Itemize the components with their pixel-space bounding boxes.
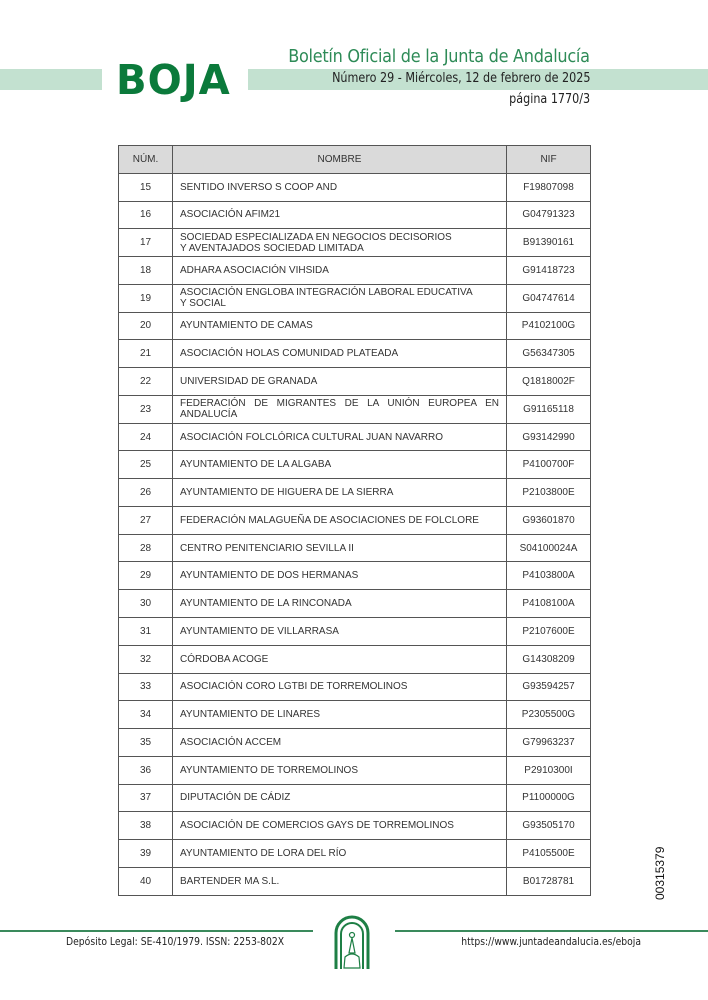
row-name: UNIVERSIDAD DE GRANADA <box>173 368 507 396</box>
row-num: 33 <box>119 673 173 701</box>
row-nif: G56347305 <box>507 340 591 368</box>
row-num: 28 <box>119 534 173 562</box>
bulletin-title: Boletín Oficial de la Junta de Andalucía <box>288 47 590 67</box>
row-name: AYUNTAMIENTO DE LINARES <box>173 701 507 729</box>
row-nif: B91390161 <box>507 229 591 257</box>
table-row <box>119 673 591 701</box>
table-row <box>119 284 591 312</box>
row-nif: S04100024A <box>507 534 591 562</box>
row-nif: P4105500E <box>507 840 591 868</box>
row-nif: P4108100A <box>507 590 591 618</box>
row-nif: P4100700F <box>507 451 591 479</box>
footer-line-right <box>395 930 708 932</box>
boja-logo: BOJA <box>116 56 231 104</box>
row-name: ASOCIACIÓN DE COMERCIOS GAYS DE TORREMOLINOS <box>173 812 507 840</box>
row-num: 19 <box>119 284 173 312</box>
table-row <box>119 368 591 396</box>
table-row <box>119 618 591 646</box>
table-row <box>119 867 591 895</box>
table-row <box>119 812 591 840</box>
table-row <box>119 562 591 590</box>
row-num: 29 <box>119 562 173 590</box>
row-name: AYUNTAMIENTO DE VILLARRASA <box>173 618 507 646</box>
row-num: 22 <box>119 368 173 396</box>
row-num: 15 <box>119 173 173 201</box>
row-nif: G14308209 <box>507 645 591 673</box>
row-name: AYUNTAMIENTO DE LA ALGABA <box>173 451 507 479</box>
row-num: 38 <box>119 812 173 840</box>
row-name: AYUNTAMIENTO DE DOS HERMANAS <box>173 562 507 590</box>
row-nif: G93594257 <box>507 673 591 701</box>
table-row <box>119 784 591 812</box>
table-row <box>119 840 591 868</box>
row-nif: G04747614 <box>507 284 591 312</box>
row-num: 34 <box>119 701 173 729</box>
table-row <box>119 590 591 618</box>
row-nif: P4102100G <box>507 312 591 340</box>
row-nif: P2107600E <box>507 618 591 646</box>
row-num: 35 <box>119 729 173 757</box>
row-name: ASOCIACIÓN AFIM21 <box>173 201 507 229</box>
header-band-left <box>0 69 102 90</box>
row-num: 21 <box>119 340 173 368</box>
row-nif: G93601870 <box>507 506 591 534</box>
row-name: ASOCIACIÓN CORO LGTBI DE TORREMOLINOS <box>173 673 507 701</box>
table-row <box>119 506 591 534</box>
row-name: ASOCIACIÓN HOLAS COMUNIDAD PLATEADA <box>173 340 507 368</box>
footer-url[interactable]: https://www.juntadeandalucia.es/eboja <box>461 935 641 948</box>
row-name: ADHARA ASOCIACIÓN VIHSIDA <box>173 257 507 285</box>
table-row <box>119 340 591 368</box>
header-num: NÚM. <box>119 146 173 174</box>
row-num: 17 <box>119 229 173 257</box>
row-nif: F19807098 <box>507 173 591 201</box>
row-num: 26 <box>119 479 173 507</box>
row-num: 25 <box>119 451 173 479</box>
row-name: AYUNTAMIENTO DE CAMAS <box>173 312 507 340</box>
row-nif: G93505170 <box>507 812 591 840</box>
row-num: 30 <box>119 590 173 618</box>
table-row <box>119 395 591 423</box>
row-name: FEDERACIÓN MALAGUEÑA DE ASOCIACIONES DE FOLCLORE <box>173 506 507 534</box>
table-row <box>119 479 591 507</box>
row-num: 31 <box>119 618 173 646</box>
table-row <box>119 257 591 285</box>
row-name: CÓRDOBA ACOGE <box>173 645 507 673</box>
row-name: SENTIDO INVERSO S COOP AND <box>173 173 507 201</box>
junta-andalucia-seal-icon <box>333 913 371 976</box>
table-row <box>119 229 591 257</box>
table-header-row <box>119 146 591 174</box>
row-nif: G93142990 <box>507 423 591 451</box>
header-name: NOMBRE <box>173 146 507 174</box>
row-name: AYUNTAMIENTO DE HIGUERA DE LA SIERRA <box>173 479 507 507</box>
table-row <box>119 173 591 201</box>
row-num: 36 <box>119 756 173 784</box>
table-row <box>119 756 591 784</box>
row-name: ASOCIACIÓN FOLCLÓRICA CULTURAL JUAN NAVARRO <box>173 423 507 451</box>
footer-line-left <box>0 930 313 932</box>
table-row <box>119 534 591 562</box>
table-row <box>119 312 591 340</box>
row-name: FEDERACIÓN DE MIGRANTES DE LA UNIÓN EUROPEA EN ANDALUCÍA <box>173 395 507 423</box>
row-nif: G91418723 <box>507 257 591 285</box>
row-num: 37 <box>119 784 173 812</box>
row-name: BARTENDER MA S.L. <box>173 867 507 895</box>
document-code: 00315379 <box>653 846 667 900</box>
row-num: 40 <box>119 867 173 895</box>
row-nif: B01728781 <box>507 867 591 895</box>
row-nif: P2305500G <box>507 701 591 729</box>
row-num: 32 <box>119 645 173 673</box>
row-nif: Q1818002F <box>507 368 591 396</box>
header-nif: NIF <box>507 146 591 174</box>
row-num: 18 <box>119 257 173 285</box>
row-num: 23 <box>119 395 173 423</box>
row-num: 20 <box>119 312 173 340</box>
row-nif: P4103800A <box>507 562 591 590</box>
table-row <box>119 645 591 673</box>
row-num: 39 <box>119 840 173 868</box>
table-row <box>119 201 591 229</box>
row-nif: G79963237 <box>507 729 591 757</box>
table-row <box>119 451 591 479</box>
row-name: AYUNTAMIENTO DE TORREMOLINOS <box>173 756 507 784</box>
row-nif: P2103800E <box>507 479 591 507</box>
table-row <box>119 729 591 757</box>
row-num: 24 <box>119 423 173 451</box>
legal-deposit: Depósito Legal: SE-410/1979. ISSN: 2253-802X <box>66 935 285 948</box>
row-num: 16 <box>119 201 173 229</box>
row-name: DIPUTACIÓN DE CÁDIZ <box>173 784 507 812</box>
row-nif: P1100000G <box>507 784 591 812</box>
row-nif: P2910300I <box>507 756 591 784</box>
entities-table <box>118 145 591 896</box>
row-name: ASOCIACIÓN ACCEM <box>173 729 507 757</box>
table-row <box>119 423 591 451</box>
row-num: 27 <box>119 506 173 534</box>
row-nif: G04791323 <box>507 201 591 229</box>
row-name: SOCIEDAD ESPECIALIZADA EN NEGOCIOS DECISORIOS Y AVENTAJADOS SOCIEDAD LIMITADA <box>173 229 507 257</box>
issue-info: Número 29 - Miércoles, 12 de febrero de 2025 <box>331 71 590 86</box>
table-row <box>119 701 591 729</box>
row-name: AYUNTAMIENTO DE LA RINCONADA <box>173 590 507 618</box>
row-name: CENTRO PENITENCIARIO SEVILLA II <box>173 534 507 562</box>
row-nif: G91165118 <box>507 395 591 423</box>
row-name: AYUNTAMIENTO DE LORA DEL RÍO <box>173 840 507 868</box>
row-name: ASOCIACIÓN ENGLOBA INTEGRACIÓN LABORAL EDUCATIVA Y SOCIAL <box>173 284 507 312</box>
page-number: página 1770/3 <box>509 92 590 107</box>
